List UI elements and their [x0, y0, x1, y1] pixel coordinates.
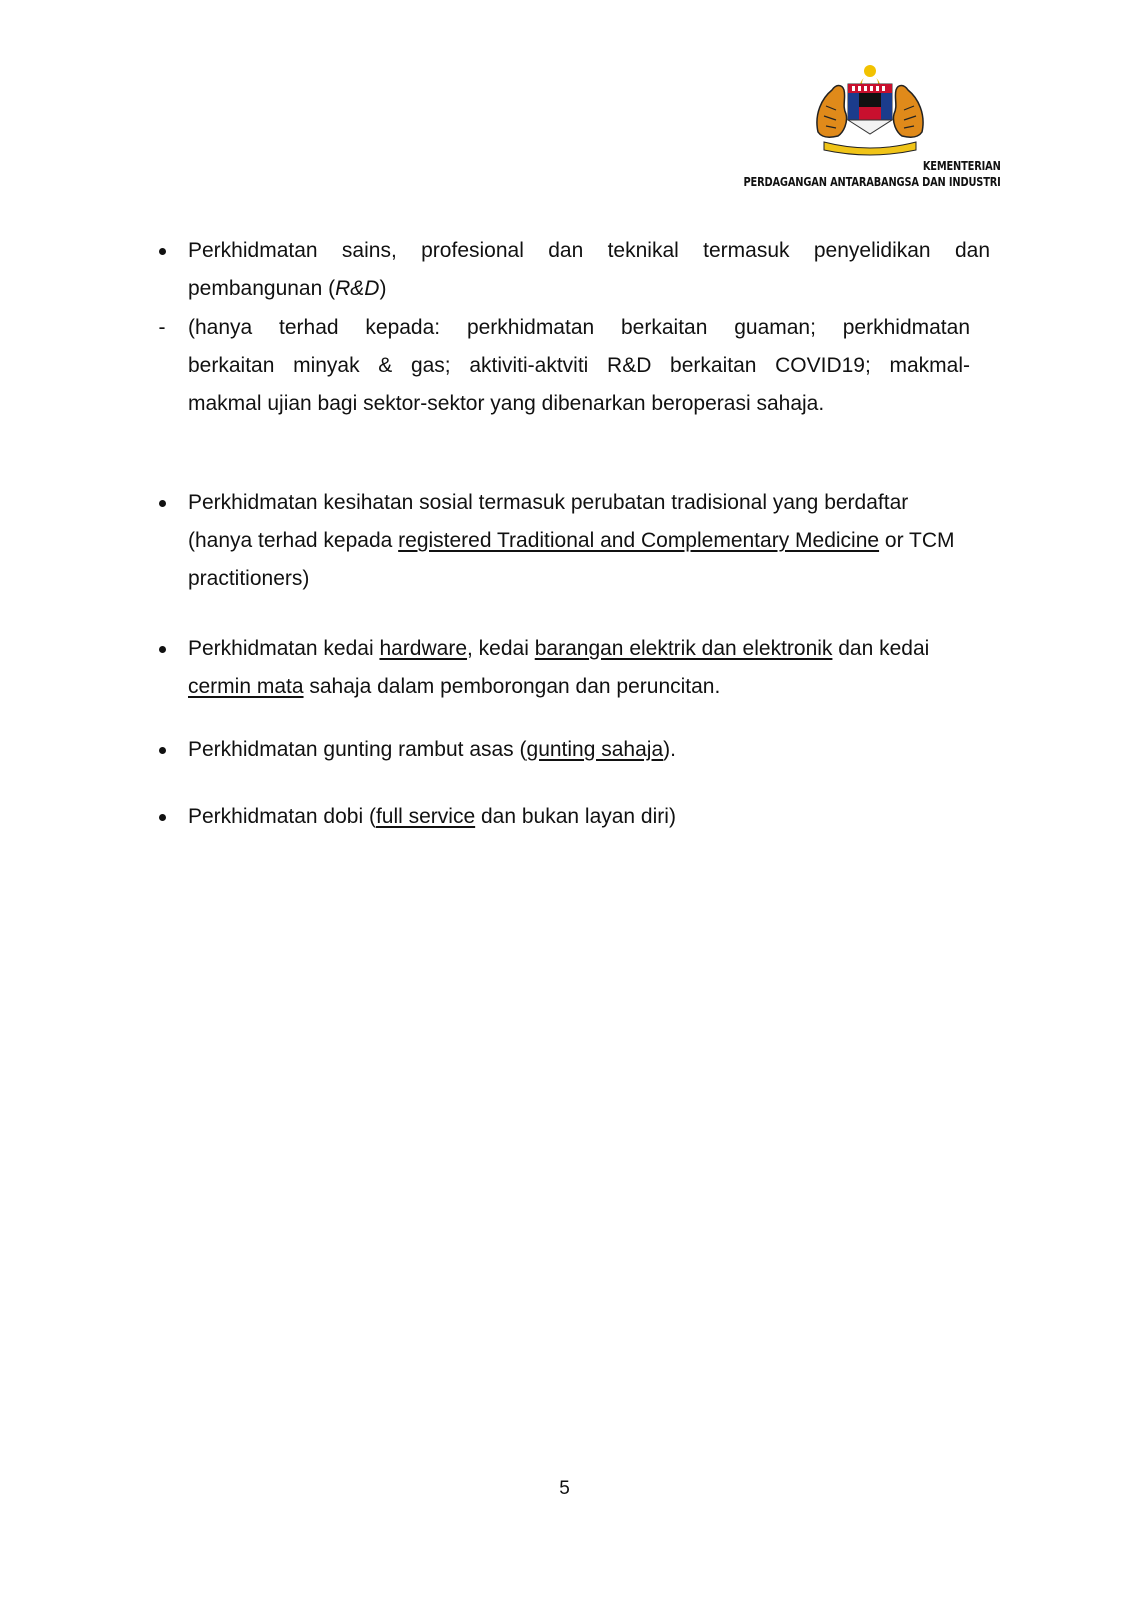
list-item-text: (hanya terhad kepada: perkhidmatan berkaitan guaman; perkhidmatan berkaitan minyak & gas; aktiviti-aktviti R&D berkaitan COVID19; makmal- makmal ujian bagi sektor-sektor yang dibenarkan beroperasi sahaja.	[188, 316, 970, 415]
list-item-text: Perkhidmatan dobi (full service dan bukan layan diri)	[188, 805, 676, 828]
list-item	[150, 798, 990, 836]
list-item-text: Perkhidmatan kedai hardware, kedai barangan elektrik dan elektronik dan kedai cermin mata sahaja dalam pemborongan dan peruncitan.	[188, 637, 930, 698]
ministry-line-1: KEMENTERIAN	[923, 159, 1001, 173]
ministry-name	[744, 158, 1001, 190]
list-item-text: Perkhidmatan kesihatan sosial termasuk perubatan tradisional yang berdaftar (hanya terhad kepada registered Traditional and Complementary Medicine or TCM practitioners)	[188, 491, 955, 590]
coat-of-arms-icon	[808, 62, 932, 160]
list-item	[150, 731, 990, 769]
bullet-icon	[150, 484, 174, 522]
dash-marker: -	[158, 316, 166, 339]
list-item	[150, 484, 970, 598]
bullet-icon	[150, 232, 174, 270]
list-item	[150, 309, 970, 423]
bullet-icon	[150, 630, 174, 668]
page-number: 5	[559, 1478, 570, 1499]
list-item	[150, 630, 990, 706]
bullet-icon	[150, 731, 174, 769]
list-item-text: Perkhidmatan gunting rambut asas (gunting sahaja).	[188, 738, 676, 761]
list-item-text: Perkhidmatan sains, profesional dan teknikal termasuk penyelidikan dan pembangunan (R&D)	[188, 239, 990, 300]
bullet-icon	[150, 798, 174, 836]
list-item	[150, 232, 990, 308]
ministry-line-2: PERDAGANGAN ANTARABANGSA DAN INDUSTRI	[743, 175, 1001, 189]
